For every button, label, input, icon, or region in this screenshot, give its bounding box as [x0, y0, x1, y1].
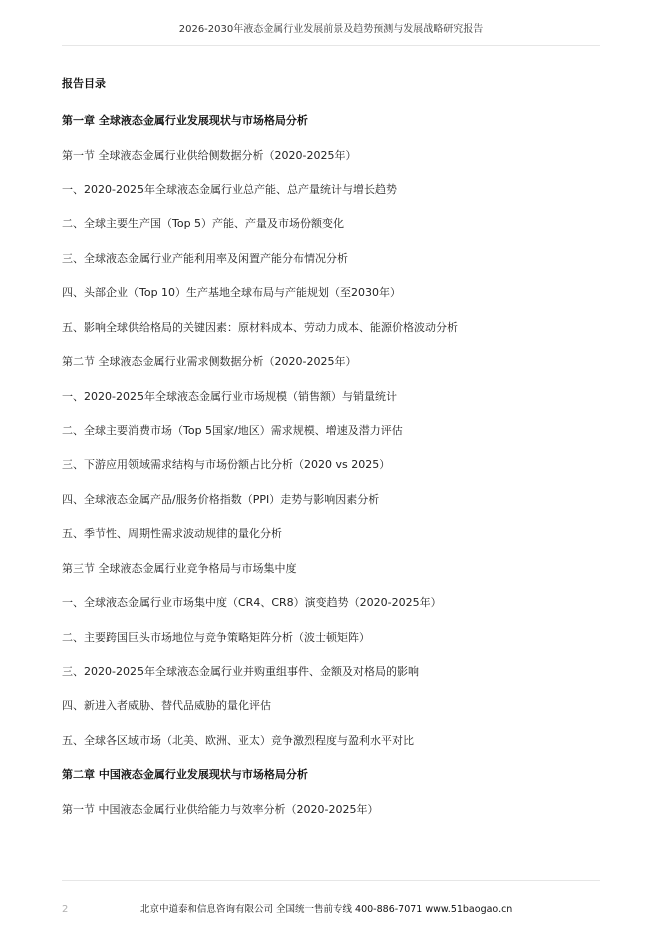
toc-line: 四、全球液态金属产品/服务价格指数（PPI）走势与影响因素分析 — [62, 493, 380, 506]
toc-line: 一、2020-2025年全球液态金属行业市场规模（销售额）与销量统计 — [62, 390, 397, 403]
toc-line: 第二章 中国液态金属行业发展现状与市场格局分析 — [62, 768, 308, 781]
page-number: 2 — [62, 904, 69, 915]
report-title: 2026-2030年液态金属行业发展前景及趋势预测与发展战略研究报告 — [178, 24, 484, 35]
toc-heading: 报告目录 — [62, 77, 106, 90]
toc-line: 第二节 全球液态金属行业需求侧数据分析（2020-2025年） — [62, 355, 357, 368]
toc-line: 三、全球液态金属行业产能利用率及闲置产能分布情况分析 — [62, 252, 348, 265]
page-footer — [62, 880, 600, 937]
toc-line: 一、全球液态金属行业市场集中度（CR4、CR8）演变趋势（2020-2025年） — [62, 596, 442, 609]
toc-line: 五、全球各区域市场（北美、欧洲、亚太）竞争激烈程度与盈利水平对比 — [62, 734, 414, 747]
toc-line: 第一章 全球液态金属行业发展现状与市场格局分析 — [62, 114, 308, 127]
toc-line: 二、全球主要生产国（Top 5）产能、产量及市场份额变化 — [62, 217, 345, 230]
toc-line: 第一节 中国液态金属行业供给能力与效率分析（2020-2025年） — [62, 803, 379, 816]
page-header — [62, 0, 600, 46]
toc-line: 三、下游应用领域需求结构与市场份额占比分析（2020 vs 2025） — [62, 458, 391, 471]
toc-line: 二、主要跨国巨头市场地位与竞争策略矩阵分析（波士顿矩阵） — [62, 631, 370, 644]
toc-line: 一、2020-2025年全球液态金属行业总产能、总产量统计与增长趋势 — [62, 183, 397, 196]
toc-line: 五、影响全球供给格局的关键因素：原材料成本、劳动力成本、能源价格波动分析 — [62, 321, 458, 334]
toc-line: 三、2020-2025年全球液态金属行业并购重组事件、金额及对格局的影响 — [62, 665, 419, 678]
toc-line: 四、头部企业（Top 10）生产基地全球布局与产能规划（至2030年） — [62, 286, 402, 299]
toc-line: 第三节 全球液态金属行业竞争格局与市场集中度 — [62, 562, 297, 575]
company-contact: 北京中道泰和信息咨询有限公司 全国统一售前专线 400-886-7071 www.51baogao.cn — [140, 904, 513, 915]
toc-line: 五、季节性、周期性需求波动规律的量化分析 — [62, 527, 282, 540]
toc-line: 第一节 全球液态金属行业供给侧数据分析（2020-2025年） — [62, 149, 357, 162]
toc-line: 二、全球主要消费市场（Top 5国家/地区）需求规模、增速及潜力评估 — [62, 424, 403, 437]
toc-line: 四、新进入者威胁、替代品威胁的量化评估 — [62, 699, 271, 712]
